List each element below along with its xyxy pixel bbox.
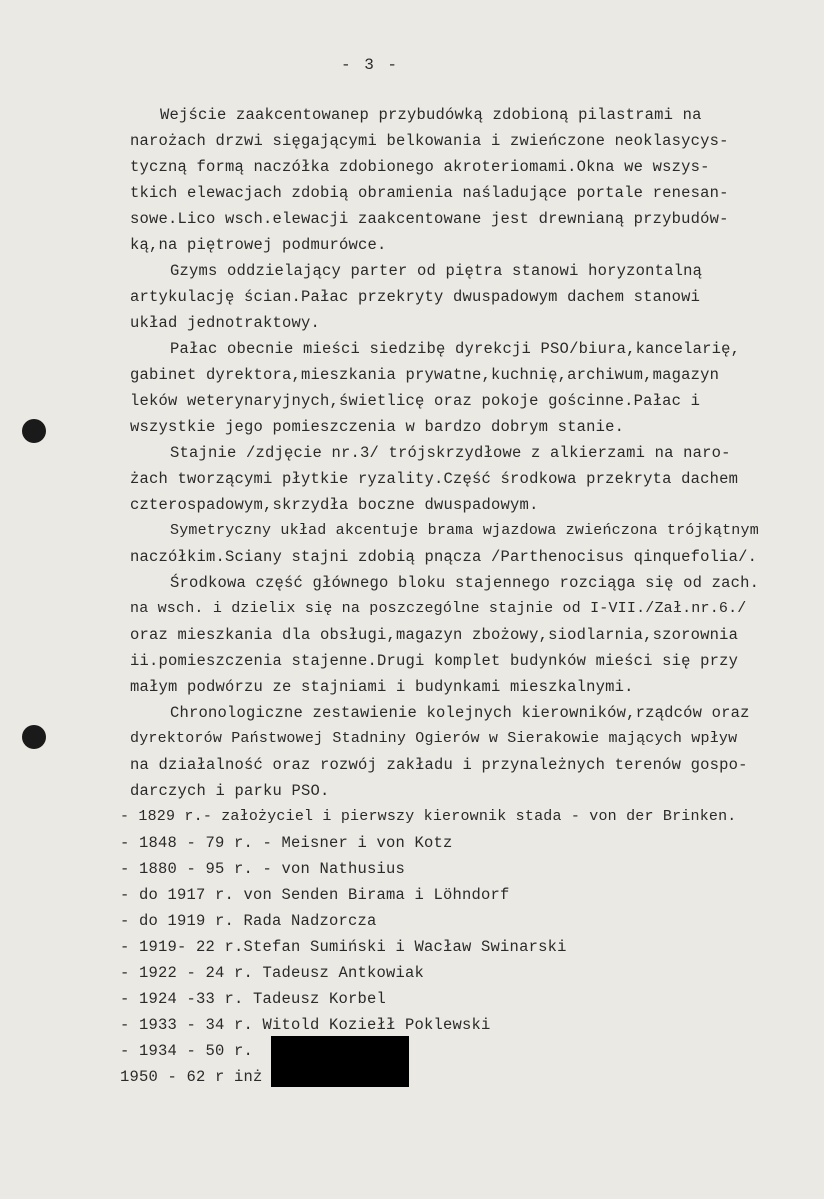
- text-line: Pałac obecnie mieści siedzibę dyrekcji PSO/biura,kancelarię,: [170, 340, 741, 358]
- text-line: na działalność oraz rozwój zakładu i przynależnych terenów gospo-: [130, 756, 748, 774]
- text-line: leków weterynaryjnych,świetlicę oraz pokoje gościnne.Pałac i: [130, 392, 701, 410]
- text-line: czterospadowym,skrzydła boczne dwuspadowym.: [130, 496, 539, 514]
- text-line: artykulację ścian.Pałac przekryty dwuspadowym dachem stanowi: [130, 288, 701, 306]
- punch-hole-icon: [22, 419, 46, 443]
- text-line: na wsch. i dzielix się na poszczególne stajnie od I-VII./Zał.nr.6./: [130, 600, 747, 617]
- list-item: - do 1917 r. von Senden Birama i Löhndorf: [120, 886, 510, 904]
- text-line: oraz mieszkania dla obsługi,magazyn zbożowy,siodlarnia,szorownia: [130, 626, 739, 644]
- text-line: Środkowa część głównego bloku stajennego rozciąga się od zach.: [170, 574, 760, 592]
- text-line: żach tworzącymi płytkie ryzality.Część środkowa przekryta dachem: [130, 470, 739, 488]
- text-line: tyczną formą naczółka zdobionego akroteriomami.Okna we wszys-: [130, 158, 710, 176]
- list-item: - do 1919 r. Rada Nadzorcza: [120, 912, 377, 930]
- text-line: układ jednotraktowy.: [130, 314, 321, 332]
- text-line: darczych i parku PSO.: [130, 782, 330, 800]
- page-number: - 3 -: [340, 56, 399, 74]
- list-item: - 1848 - 79 r. - Meisner i von Kotz: [120, 834, 453, 852]
- text-line: dyrektorów Państwowej Stadniny Ogierów w Sierakowie mających wpływ: [130, 730, 738, 747]
- list-item: 1950 - 62 r inż: [120, 1068, 263, 1086]
- text-line: Gzyms oddzielający parter od piętra stanowi horyzontalną: [170, 262, 703, 280]
- text-line: ką,na piętrowej podmurówce.: [130, 236, 387, 254]
- text-line: gabinet dyrektora,mieszkania prywatne,kuchnię,archiwum,magazyn: [130, 366, 720, 384]
- list-item: - 1919- 22 r.Stefan Sumiński i Wacław Swinarski: [120, 938, 567, 956]
- text-line: Wejście zaakcentowanep przybudówką zdobioną pilastrami na: [160, 106, 702, 124]
- text-line: Chronologiczne zestawienie kolejnych kierowników,rządców oraz: [170, 704, 750, 722]
- text-line: tkich elewacjach zdobią obramienia naśladujące portale renesan-: [130, 184, 729, 202]
- text-line: ii.pomieszczenia stajenne.Drugi komplet budynków mieści się przy: [130, 652, 739, 670]
- redaction-block: [271, 1036, 409, 1087]
- text-line: małym podwórzu ze stajniami i budynkami mieszkalnymi.: [130, 678, 634, 696]
- list-item: - 1924 -33 r. Tadeusz Korbel: [120, 990, 387, 1008]
- list-item: - 1934 - 50 r.: [120, 1042, 254, 1060]
- list-item: - 1829 r.- założyciel i pierwszy kierownik stada - von der Brinken.: [120, 808, 737, 825]
- punch-hole-icon: [22, 725, 46, 749]
- text-line: sowe.Lico wsch.elewacji zaakcentowane jest drewnianą przybudów-: [130, 210, 729, 228]
- list-item: - 1922 - 24 r. Tadeusz Antkowiak: [120, 964, 425, 982]
- text-line: Symetryczny układ akcentuje brama wjazdowa zwieńczona trójkątnym: [170, 522, 759, 539]
- text-line: naczółkim.Sciany stajni zdobią pnącza /Parthenocisus qinquefolia/.: [130, 548, 758, 566]
- text-line: narożach drzwi sięgającymi belkowania i zwieńczone neoklasycys-: [130, 132, 729, 150]
- text-line: Stajnie /zdjęcie nr.3/ trójskrzydłowe z alkierzami na naro-: [170, 444, 731, 462]
- list-item: - 1880 - 95 r. - von Nathusius: [120, 860, 406, 878]
- list-item: - 1933 - 34 r. Witold Koziełł Poklewski: [120, 1016, 491, 1034]
- text-line: wszystkie jego pomieszczenia w bardzo dobrym stanie.: [130, 418, 625, 436]
